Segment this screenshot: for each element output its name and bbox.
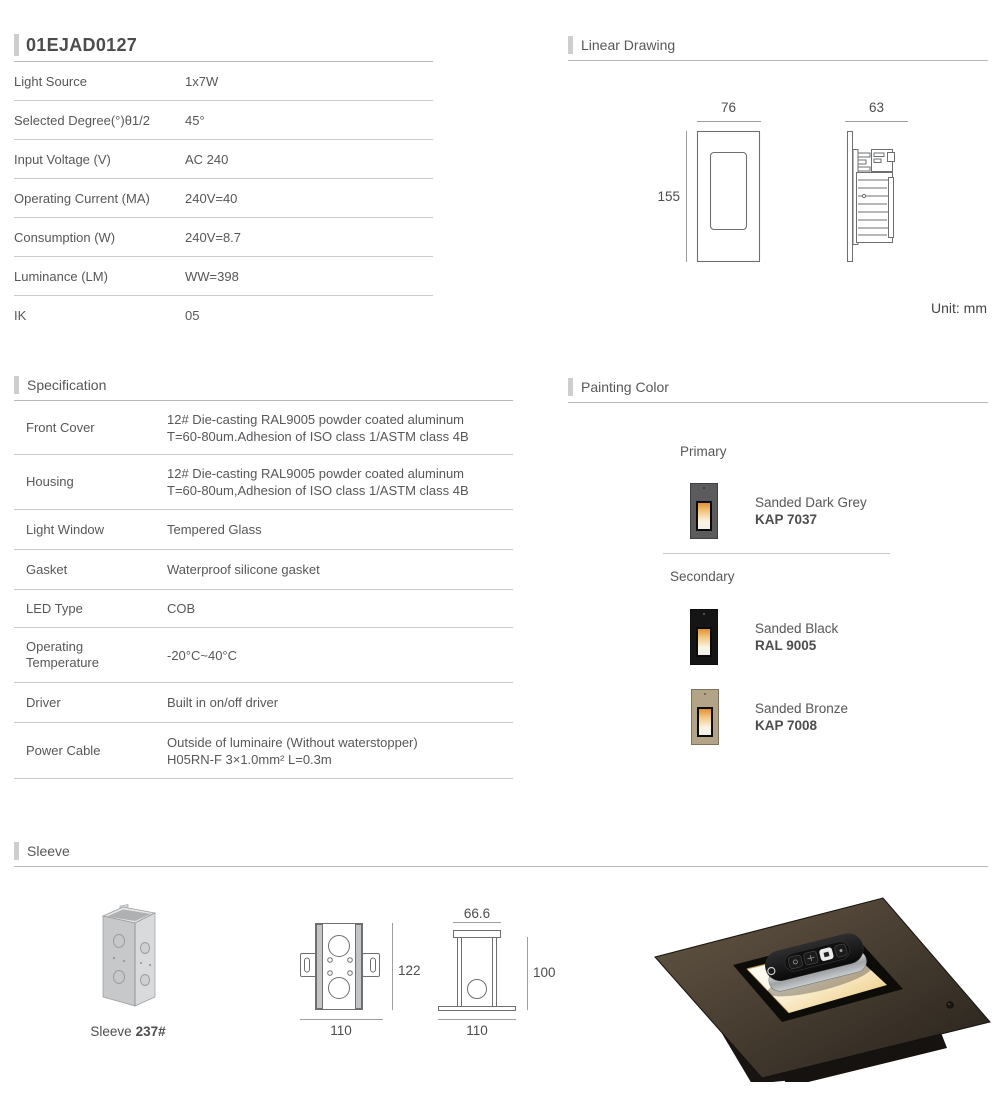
spec-label: Power Cable xyxy=(26,742,101,758)
param-value: 1x7W xyxy=(185,73,219,89)
screw-dot xyxy=(704,693,706,695)
pilot-hole xyxy=(140,962,142,964)
sleeve-top-view-shapes xyxy=(301,924,380,1010)
side-view-drawing xyxy=(848,132,895,262)
painting-color-divider xyxy=(663,553,890,554)
specification-header xyxy=(14,376,513,401)
sleeve-box-photo xyxy=(93,903,165,1013)
swatch-window-frame xyxy=(696,501,712,531)
param-row xyxy=(14,62,433,101)
param-row xyxy=(14,179,433,218)
section-accent-bar xyxy=(14,376,19,394)
faceplate-screw xyxy=(947,1002,953,1008)
spec-label: Housing xyxy=(26,474,74,489)
spec-value: 12# Die-casting RAL9005 powder coated aluminum T=60-80um.Adhesion of ISO class 1/ASTM class 4B xyxy=(167,411,469,444)
section-accent-bar xyxy=(14,842,19,860)
unit-label: Unit: mm xyxy=(931,300,987,316)
linear-drawing-figure xyxy=(640,96,990,276)
specification-table xyxy=(14,401,513,779)
spec-label: Front Cover xyxy=(26,419,95,435)
param-value: 240V=8.7 xyxy=(185,229,242,245)
screw-dot xyxy=(703,487,705,489)
primary-heading: Primary xyxy=(680,444,727,459)
paint-swatch-bronze xyxy=(691,689,719,745)
product-title: 01EJAD0127 xyxy=(26,34,138,55)
spec-row xyxy=(14,550,513,590)
section-accent-bar xyxy=(14,34,19,56)
param-row xyxy=(14,140,433,179)
section-accent-bar xyxy=(568,36,573,54)
secondary-heading: Secondary xyxy=(670,569,735,584)
param-value: 240V=40 xyxy=(185,190,238,206)
paint-name-dark-grey: Sanded Dark Grey KAP 7037 xyxy=(755,495,867,527)
pilot-hole xyxy=(123,960,125,962)
param-label: Light Source xyxy=(14,73,87,89)
spec-value: Waterproof silicone gasket xyxy=(167,562,320,577)
spec-row xyxy=(14,628,513,683)
param-value: 05 xyxy=(185,307,200,323)
painting-color-header xyxy=(568,378,988,403)
paint-name-black: Sanded Black RAL 9005 xyxy=(755,621,839,653)
sleeve-header xyxy=(14,842,988,867)
spec-value: COB xyxy=(167,601,196,616)
painting-color-title: Painting Color xyxy=(581,379,669,395)
paint-swatch-black xyxy=(690,609,718,665)
param-label: IK xyxy=(14,307,27,323)
knockout-hole xyxy=(141,943,150,954)
linear-drawing-header xyxy=(568,36,988,61)
param-label: Selected Degree(°)θ1/2 xyxy=(14,112,150,128)
param-row xyxy=(14,257,433,296)
param-label: Input Voltage (V) xyxy=(14,151,111,167)
swatch-glow xyxy=(698,503,710,529)
sleeve-caption: Sleeve 237# xyxy=(90,1024,166,1039)
spec-label: Gasket xyxy=(26,561,68,577)
dim-sleeve-top-width: 66.6 xyxy=(463,906,491,921)
param-value: AC 240 xyxy=(185,151,229,167)
specification-title: Specification xyxy=(27,377,107,393)
dim-side-width: 63 xyxy=(868,100,885,115)
spec-row xyxy=(14,455,513,510)
dim-sleeve-height: 122 xyxy=(398,963,421,978)
sleeve-title: Sleeve xyxy=(27,843,70,859)
pilot-hole xyxy=(113,957,115,959)
spec-label: Operating Temperature xyxy=(26,639,99,670)
paint-swatch-dark-grey xyxy=(690,483,718,539)
swatch-glow xyxy=(699,709,711,735)
param-row xyxy=(14,101,433,140)
param-value: 45° xyxy=(185,112,205,128)
spec-row xyxy=(14,683,513,723)
box-front-face xyxy=(103,916,135,1006)
spec-row xyxy=(14,510,513,550)
screw-highlight xyxy=(948,1003,950,1005)
spec-label: Light Window xyxy=(26,521,105,537)
section-accent-bar xyxy=(568,378,573,396)
dim-sleeve-bottom-width: 110 xyxy=(466,1023,488,1038)
spec-value: Built in on/off driver xyxy=(167,695,279,710)
product-photo xyxy=(640,872,995,1082)
dim-sleeve-width: 110 xyxy=(330,1023,352,1038)
spec-value: Outside of luminaire (Without waterstopper) H05RN-F 3×1.0mm² L=0.3m xyxy=(167,734,418,767)
swatch-window-frame xyxy=(696,627,712,657)
spec-label: LED Type xyxy=(26,600,83,616)
swatch-window-frame xyxy=(697,707,713,737)
swatch-glow xyxy=(698,629,710,655)
param-label: Luminance (LM) xyxy=(14,268,108,284)
product-params-panel xyxy=(14,34,433,334)
spec-row xyxy=(14,723,513,779)
param-row xyxy=(14,296,433,334)
specification-panel xyxy=(14,376,513,779)
knockout-hole xyxy=(141,975,150,986)
pilot-hole xyxy=(149,964,151,966)
spec-row xyxy=(14,401,513,455)
dim-sleeve-depth: 100 xyxy=(533,965,556,980)
spec-label: Driver xyxy=(26,694,61,710)
spec-value: Tempered Glass xyxy=(167,522,262,537)
param-value: WW=398 xyxy=(185,268,239,284)
dim-front-height: 155 xyxy=(657,189,680,204)
paint-name-bronze: Sanded Bronze KAP 7008 xyxy=(755,701,849,733)
screw-dot xyxy=(703,613,705,615)
spec-row xyxy=(14,590,513,628)
param-row xyxy=(14,218,433,257)
param-label: Operating Current (MA) xyxy=(14,190,150,206)
box-side-face xyxy=(135,913,155,1006)
linear-drawing-title: Linear Drawing xyxy=(581,37,676,53)
product-title-row xyxy=(14,34,433,62)
param-label: Consumption (W) xyxy=(14,229,116,245)
spec-value: 12# Die-casting RAL9005 powder coated aluminum T=60-80um,Adhesion of ISO class 1/ASTM class 4B xyxy=(167,466,469,498)
sleeve-side-view-shapes xyxy=(439,931,516,1011)
params-table xyxy=(14,62,433,334)
dim-front-width: 76 xyxy=(720,100,737,115)
front-view-drawing xyxy=(698,132,760,262)
spec-value: -20°C~40°C xyxy=(167,647,238,663)
